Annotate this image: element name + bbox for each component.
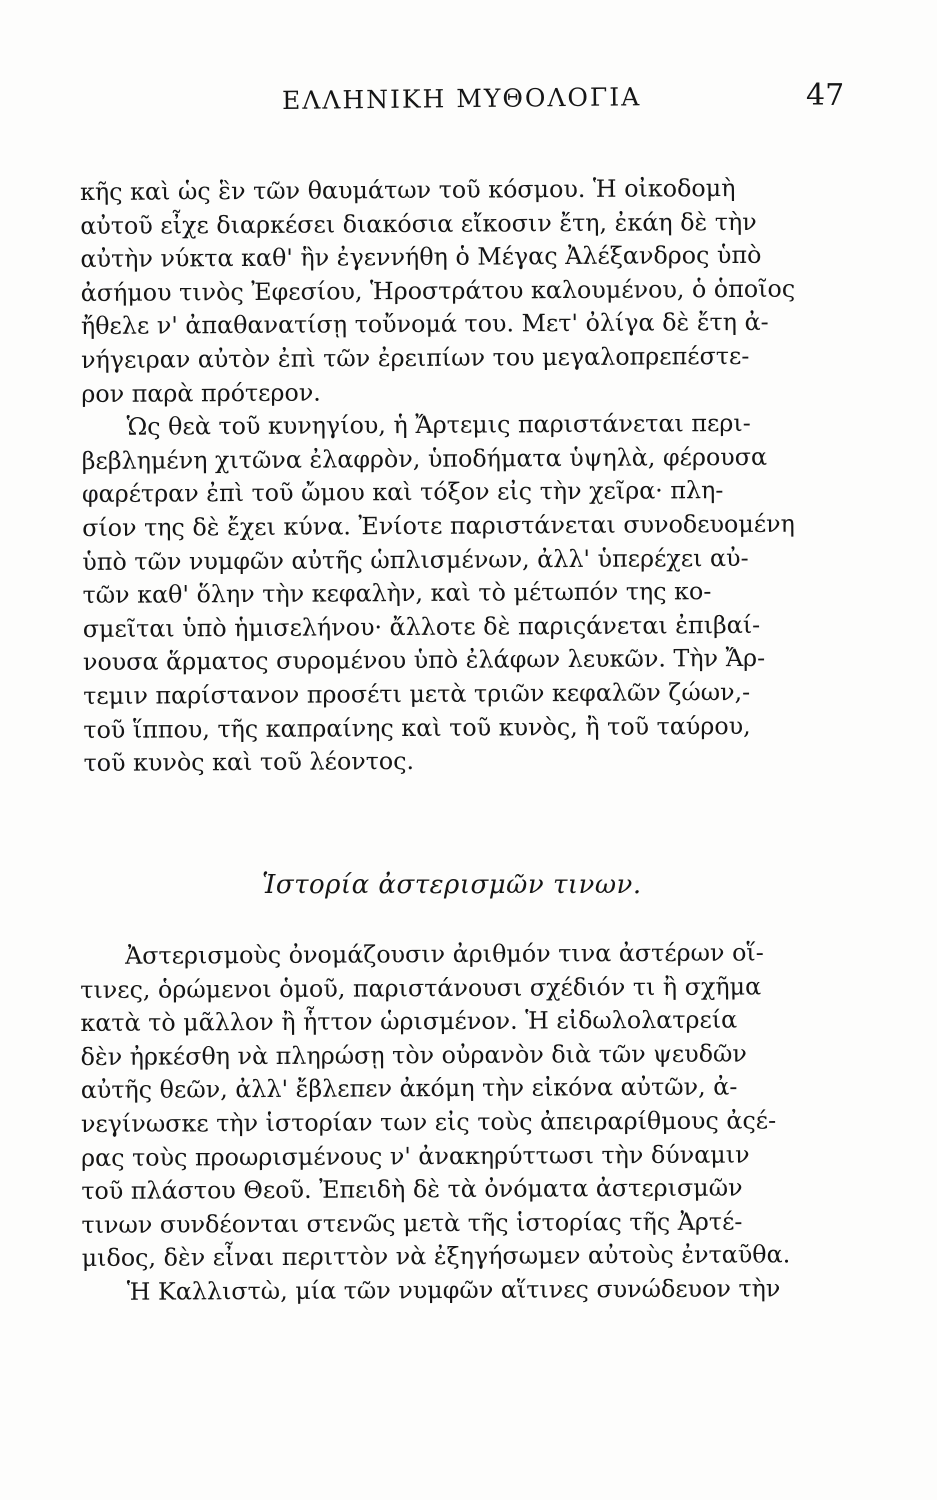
text-line: νεγίνωσκε τὴν ἱστορίαν των εἰς τοὺς ἀπειραρίθμους ἀςέ- xyxy=(80,1106,777,1138)
text-line: τῶν καθ' ὅλην τὴν κεφαλὴν, καὶ τὸ μέτωπόν της κο- xyxy=(82,577,712,610)
text-line: ὑπὸ τῶν νυμφῶν αὐτῆς ὡπλισμένων, ἀλλ' ὑπερέχει αὐ- xyxy=(82,543,749,576)
text-line: τινων συνδέονται στενῶς μετὰ τῆς ἱστορίας τῆς Ἀρτέ- xyxy=(81,1207,743,1239)
text-line: τοῦ κυνὸς καὶ τοῦ λέοντος. xyxy=(83,747,415,778)
text-line: σίον της δὲ ἔχει κύνα. Ἐνίοτε παριστάνεται συνοδευομένη xyxy=(82,509,795,542)
text-line: βεβλημένη χιτῶνα ἐλαφρὸν, ὑποδήματα ὑψηλὰ, φέρουσα xyxy=(81,442,768,475)
text-line: ρας τοὺς προωρισμένους ν' ἀνακηρύττωσι τὴν δύναμιν xyxy=(81,1140,750,1172)
paragraph-temple xyxy=(80,171,856,411)
text-line: τεμιν παρίστανον προσέτι μετὰ τριῶν κεφαλῶν ζώων,- xyxy=(83,677,751,710)
text-line: μιδος, δὲν εἶναι περιττὸν νὰ ἐξηγήσωμεν αὐτοὺς ἐνταῦθα. xyxy=(81,1240,791,1273)
paragraph-artemis-depiction xyxy=(81,406,858,780)
text-line: αὐτῆς θεῶν, ἀλλ' ἔβλεπεν ἀκόμη τὴν εἰκόνα αὐτῶν, ἀ- xyxy=(80,1072,738,1105)
text-line: δὲν ἠρκέσθη νὰ πληρώσῃ τὸν οὐρανὸν διὰ τῶν ψευδῶν xyxy=(80,1039,747,1071)
page-number: 47 xyxy=(806,78,845,113)
text-line: Ἀστερισμοὺς ὀνομάζουσιν ἀριθμόν τινα ἀστέρων οἵ- xyxy=(125,938,764,970)
text-line: σμεῖται ὑπὸ ἡμισελήνου· ἄλλοτε δὲ παριςάνεται ἐπιβαί- xyxy=(82,610,761,643)
text-line: κῆς καὶ ὡς ἓν τῶν θαυμάτων τοῦ κόσμου. Ἡ οἰκοδομὴ xyxy=(80,173,736,206)
text-line: ρον παρὰ πρότερον. xyxy=(81,378,321,408)
text-line: νουσα ἅρματος συρομένου ὑπὸ ἐλάφων λευκῶν. Τὴν Ἄρ- xyxy=(82,644,766,677)
text-line: Ὡς θεὰ τοῦ κυνηγίου, ἡ Ἄρτεμις παριστάνεται περι- xyxy=(126,409,751,441)
body-text-lower xyxy=(80,936,857,1310)
section-heading: Ἱστορία ἀστερισμῶν τινων. xyxy=(262,870,642,900)
text-line: ἀσήμου τινὸς Ἐφεσίου, Ἡροστράτου καλουμένου, ὁ ὁποῖος xyxy=(80,274,796,307)
text-line: ἤθελε ν' ἀπαθανατίσῃ τοὔνομά του. Μετ' ὀλίγα δὲ ἔτη ἀ- xyxy=(80,308,769,341)
text-line: τοῦ ἵππου, τῆς καπραίνης καὶ τοῦ κυνὸς, ἢ τοῦ ταύρου, xyxy=(83,711,751,744)
text-line: φαρέτραν ἐπὶ τοῦ ὤμου καὶ τόξον εἰς τὴν χεῖρα· πλη- xyxy=(81,476,724,509)
text-line: αὐτοῦ εἶχε διαρκέσει διακόσια εἴκοσιν ἔτη, ἐκάη δὲ τὴν xyxy=(80,207,757,240)
running-head-title: ΕΛΛΗΝΙΚΗ ΜΥΘΟΛΟΓΙΑ xyxy=(281,82,642,115)
text-line: τοῦ πλάστου Θεοῦ. Ἐπειδὴ δὲ τὰ ὀνόματα ἀστερισμῶν xyxy=(81,1173,743,1206)
running-head xyxy=(0,78,937,126)
text-line: Ἡ Καλλιστὼ, μία τῶν νυμφῶν αἵτινες συνώδευον τὴν xyxy=(126,1274,781,1306)
text-line: κατὰ τὸ μᾶλλον ἢ ἧττον ὡρισμένον. Ἡ εἰδωλολατρεία xyxy=(80,1005,738,1038)
body-text-upper xyxy=(80,171,859,780)
text-line: τινες, ὁρώμενοι ὁμοῦ, παριστάνουσι σχέδιόν τι ἢ σχῆμα xyxy=(80,972,762,1004)
text-line: νήγειραν αὐτὸν ἐπὶ τῶν ἐρειπίων του μεγαλοπρεπέστε- xyxy=(81,341,750,374)
text-line: αὐτὴν νύκτα καθ' ἣν ἐγεννήθη ὁ Μέγας Ἀλέξανδρος ὑπὸ xyxy=(80,241,762,274)
paragraph-constellations xyxy=(80,936,857,1310)
